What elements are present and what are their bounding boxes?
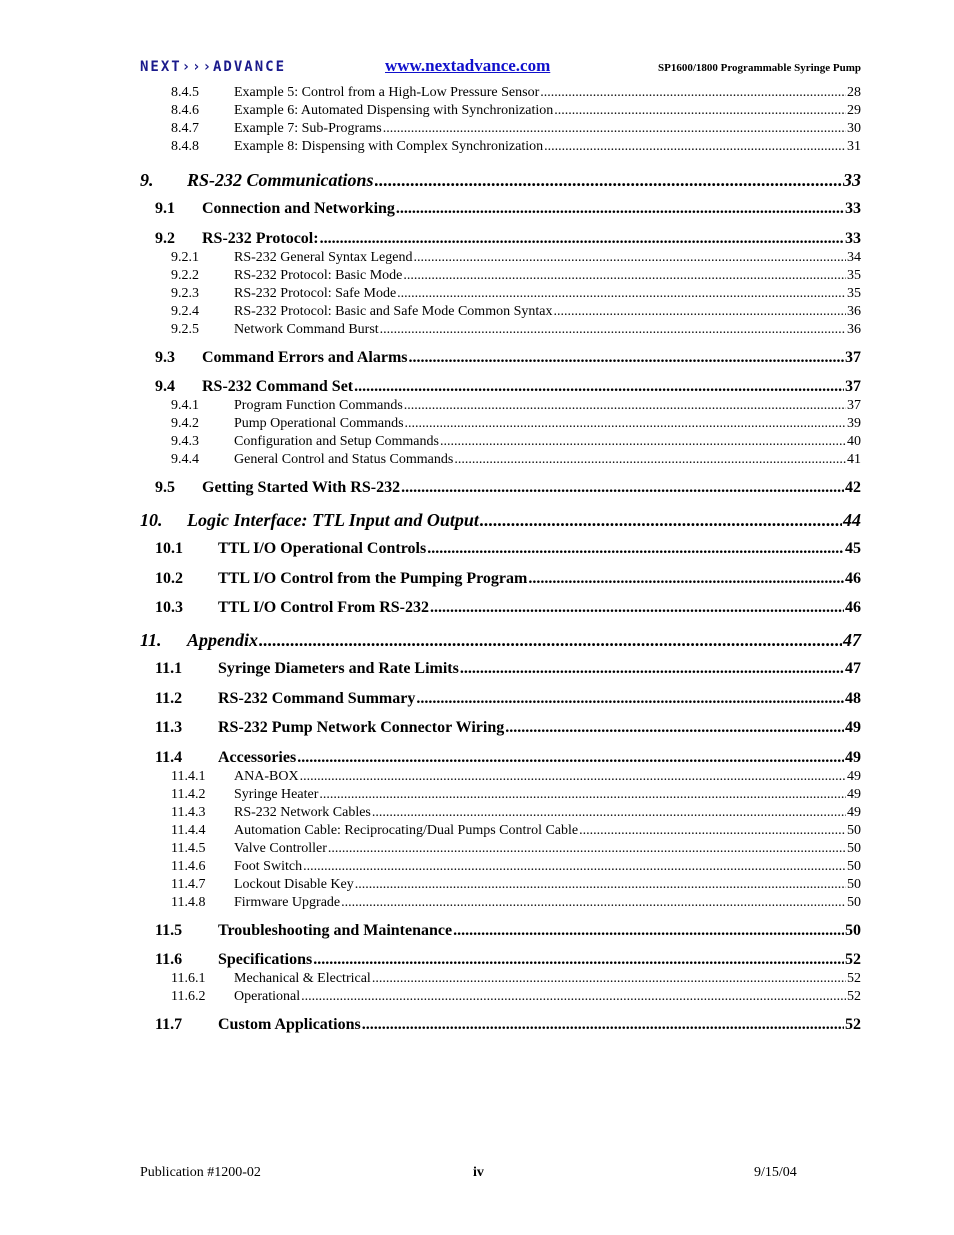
toc-entry[interactable] (155, 348, 861, 368)
toc-entry-title: RS-232 General Syntax Legend (234, 249, 413, 265)
company-logo: NEXT›››ADVANCE (140, 59, 287, 75)
toc-entry-title: Configuration and Setup Commands (234, 434, 439, 449)
toc-dot-leader (454, 451, 846, 469)
toc-entry-number: 10.2 (155, 569, 183, 587)
page-number: iv (473, 1165, 484, 1180)
toc-entry-number: 10.1 (155, 540, 183, 557)
toc-entry-page: 29 (847, 103, 861, 118)
toc-entry-title: Program Function Commands (234, 398, 403, 413)
toc-entry-title: Automation Cable: Reciprocating/Dual Pumps Control Cable (234, 822, 579, 838)
toc-entry-number: 9.2 (155, 229, 175, 247)
toc-dot-leader (259, 629, 842, 651)
toc-entry-number: 11.7 (155, 1016, 183, 1033)
toc-entry-number: 11.6.1 (171, 971, 206, 986)
toc-entry-number: 9.2.2 (171, 267, 199, 283)
toc-entry-number: 9.5 (155, 479, 175, 496)
toc-entry-title: Appendix (187, 630, 259, 650)
toc-dot-leader (362, 1015, 844, 1035)
toc-entry-page: 30 (847, 121, 861, 136)
toc-entry-page: 45 (845, 540, 861, 557)
toc-entry-number: 11.4.3 (171, 804, 206, 820)
toc-entry[interactable] (171, 970, 861, 988)
toc-entry[interactable] (171, 840, 861, 858)
toc-entry[interactable] (140, 169, 861, 191)
toc-entry-page: 33 (845, 229, 861, 247)
toc-entry-number: 10. (140, 510, 163, 530)
toc-entry-number: 11.4 (155, 748, 183, 766)
toc-dot-leader (554, 102, 846, 120)
toc-entry[interactable] (171, 451, 861, 469)
toc-entry-number: 11.3 (155, 719, 183, 736)
toc-entry-title: Custom Applications (218, 1016, 361, 1033)
toc-entry-page: 31 (847, 139, 861, 154)
toc-entry-title: Troubleshooting and Maintenance (218, 921, 453, 939)
toc-entry-page: 49 (847, 786, 861, 802)
toc-entry-page: 47 (845, 660, 861, 677)
toc-entry[interactable] (171, 397, 861, 415)
toc-dot-leader (328, 840, 846, 858)
toc-entry-number: 9.4.4 (171, 452, 199, 467)
toc-entry[interactable] (155, 569, 861, 589)
toc-entry-number: 10.3 (155, 599, 183, 616)
toc-entry-title: General Control and Status Commands (234, 452, 454, 467)
toc-entry-title: RS-232 Protocol: (202, 229, 319, 247)
toc-entry-page: 39 (847, 416, 861, 431)
publication-date: 9/15/04 (754, 1165, 797, 1180)
toc-dot-leader (540, 84, 846, 102)
toc-entry-title: Example 8: Dispensing with Complex Synchronization (234, 139, 544, 154)
toc-entry-number: 9.4 (155, 378, 175, 395)
toc-entry-number: 8.4.7 (171, 121, 199, 136)
toc-entry[interactable] (171, 768, 861, 786)
toc-entry-number: 9. (140, 170, 154, 190)
toc-entry[interactable] (171, 84, 861, 102)
toc-dot-leader (354, 377, 844, 397)
toc-entry-title: TTL I/O Operational Controls (218, 540, 427, 557)
toc-entry-page: 28 (847, 85, 861, 100)
toc-entry-page: 37 (847, 398, 861, 413)
toc-dot-leader (416, 689, 844, 709)
toc-entry-page: 50 (847, 858, 861, 874)
toc-entry-number: 9.1 (155, 200, 175, 217)
toc-entry-page: 33 (845, 200, 861, 217)
toc-entry[interactable] (171, 138, 861, 156)
toc-dot-leader (313, 950, 844, 970)
toc-entry-title: Logic Interface: TTL Input and Output (187, 510, 479, 530)
toc-entry-title: Syringe Heater (234, 786, 319, 802)
toc-entry-title: RS-232 Pump Network Connector Wiring (218, 719, 505, 736)
toc-entry[interactable] (171, 285, 861, 303)
toc-entry-page: 49 (845, 748, 861, 766)
toc-entry-title: RS-232 Communications (187, 170, 374, 190)
toc-dot-leader (427, 539, 844, 559)
toc-entry-number: 11.6 (155, 951, 183, 968)
toc-entry-number: 9.2.1 (171, 249, 199, 265)
toc-entry[interactable] (155, 659, 861, 679)
toc-entry-title: Network Command Burst (234, 321, 379, 337)
toc-entry-page: 52 (847, 971, 861, 986)
toc-dot-leader (396, 199, 844, 219)
toc-entry[interactable] (155, 199, 861, 219)
toc-entry-title: RS-232 Command Summary (218, 689, 416, 707)
toc-entry-title: RS-232 Command Set (202, 378, 354, 395)
toc-dot-leader (303, 858, 846, 876)
toc-entry-page: 35 (847, 267, 861, 283)
toc-dot-leader (553, 303, 846, 321)
toc-entry-page: 52 (847, 989, 861, 1004)
toc-entry-title: RS-232 Protocol: Basic Mode (234, 267, 403, 283)
toc-entry-page: 44 (843, 510, 861, 530)
toc-entry-page: 52 (845, 1016, 861, 1033)
website-link[interactable]: www.nextadvance.com (385, 56, 551, 75)
toc-entry-number: 11. (140, 630, 162, 650)
toc-entry[interactable] (155, 598, 861, 618)
toc-dot-leader (453, 921, 844, 941)
toc-entry[interactable] (171, 786, 861, 804)
toc-entry[interactable] (155, 718, 861, 738)
toc-entry[interactable] (140, 509, 861, 531)
toc-entry[interactable] (171, 267, 861, 285)
toc-entry-title: Example 5: Control from a High-Low Pressure Sensor (234, 85, 540, 100)
toc-entry-page: 50 (847, 822, 861, 838)
product-name: SP1600/1800 Programmable Syringe Pump (658, 62, 861, 74)
toc-entry[interactable] (171, 102, 861, 120)
toc-entry-page: 49 (847, 768, 861, 784)
toc-dot-leader (301, 988, 846, 1006)
toc-dot-leader (341, 894, 846, 912)
toc-dot-leader (375, 169, 842, 191)
toc-dot-leader (372, 804, 846, 822)
page-footer (140, 1165, 830, 1185)
toc-dot-leader (409, 348, 845, 368)
toc-entry-page: 50 (847, 876, 861, 892)
toc-entry[interactable] (171, 804, 861, 822)
toc-dot-leader (579, 822, 846, 840)
toc-dot-leader (372, 970, 846, 988)
toc-entry[interactable] (171, 894, 861, 912)
toc-entry[interactable] (171, 249, 861, 267)
toc-entry-title: Firmware Upgrade (234, 894, 341, 910)
toc-dot-leader (300, 768, 846, 786)
toc-entry-number: 11.4.1 (171, 768, 206, 784)
toc-entry-title: ANA-BOX (234, 768, 299, 784)
toc-dot-leader (319, 786, 846, 804)
toc-entry-page: 46 (845, 599, 861, 616)
toc-entry[interactable] (171, 303, 861, 321)
toc-entry[interactable] (155, 539, 861, 559)
toc-entry-number: 11.4.7 (171, 876, 206, 892)
toc-entry-page: 40 (847, 434, 861, 449)
toc-dot-leader (544, 138, 846, 156)
toc-entry-number: 11.2 (155, 689, 183, 707)
toc-entry-number: 9.4.2 (171, 416, 199, 431)
toc-entry-title: RS-232 Network Cables (234, 804, 371, 820)
toc-entry-number: 11.4.8 (171, 894, 206, 910)
toc-entry-page: 49 (847, 804, 861, 820)
toc-dot-leader (403, 267, 846, 285)
toc-entry-page: 46 (845, 569, 861, 587)
toc-entry-page: 42 (845, 479, 861, 496)
toc-dot-leader (440, 433, 846, 451)
toc-entry-title: Connection and Networking (202, 200, 395, 217)
toc-entry-number: 8.4.6 (171, 103, 199, 118)
toc-dot-leader (401, 478, 844, 498)
toc-dot-leader (404, 397, 846, 415)
toc-entry-title: Command Errors and Alarms (202, 348, 408, 366)
toc-entry-title: Accessories (218, 748, 297, 766)
toc-entry-number: 9.4.1 (171, 398, 199, 413)
toc-entry[interactable] (140, 629, 861, 651)
toc-entry-number: 9.2.3 (171, 285, 199, 301)
toc-entry-page: 36 (847, 303, 861, 319)
toc-entry-page: 50 (847, 894, 861, 910)
toc-entry[interactable] (155, 689, 861, 709)
toc-entry[interactable] (155, 748, 861, 768)
toc-dot-leader (460, 659, 844, 679)
toc-entry-page: 41 (847, 452, 861, 467)
toc-entry-number: 11.4.4 (171, 822, 206, 838)
toc-entry-title: Syringe Diameters and Rate Limits (218, 660, 459, 677)
toc-entry[interactable] (171, 822, 861, 840)
toc-entry-number: 9.2.4 (171, 303, 199, 319)
toc-entry-page: 37 (845, 378, 861, 395)
toc-entry-number: 11.4.5 (171, 840, 206, 856)
toc-entry-number: 11.6.2 (171, 989, 206, 1004)
toc-entry[interactable] (171, 415, 861, 433)
toc-entry-page: 36 (847, 321, 861, 337)
toc-entry[interactable] (171, 988, 861, 1006)
toc-entry[interactable] (171, 120, 861, 138)
toc-dot-leader (383, 120, 846, 138)
toc-entry-title: Lockout Disable Key (234, 876, 354, 892)
toc-entry-number: 11.5 (155, 921, 183, 939)
toc-entry-number: 8.4.5 (171, 85, 199, 100)
toc-entry-page: 50 (845, 921, 861, 939)
toc-entry-title: Operational (234, 989, 301, 1004)
toc-entry-page: 52 (845, 951, 861, 968)
toc-entry-page: 33 (843, 170, 861, 190)
toc-entry[interactable] (155, 478, 861, 498)
toc-entry-title: Specifications (218, 951, 313, 968)
toc-entry-title: Pump Operational Commands (234, 416, 404, 431)
toc-entry-page: 37 (845, 348, 861, 366)
toc-entry-title: Mechanical & Electrical (234, 971, 371, 986)
toc-entry-page: 48 (845, 689, 861, 707)
toc-entry[interactable] (155, 921, 861, 941)
toc-dot-leader (430, 598, 844, 618)
toc-entry-title: RS-232 Protocol: Safe Mode (234, 285, 397, 301)
toc-entry-number: 9.3 (155, 348, 175, 366)
toc-entry-page: 34 (847, 249, 861, 265)
toc-dot-leader (528, 569, 844, 589)
page-header (140, 56, 861, 80)
toc-entry-page: 35 (847, 285, 861, 301)
toc-entry[interactable] (171, 321, 861, 339)
toc-entry-number: 8.4.8 (171, 139, 199, 154)
toc-dot-leader (505, 718, 844, 738)
toc-entry-title: Example 7: Sub-Programs (234, 121, 382, 136)
toc-entry-number: 9.4.3 (171, 434, 199, 449)
toc-entry-title: RS-232 Protocol: Basic and Safe Mode Common Syntax (234, 303, 553, 319)
toc-entry-title: Valve Controller (234, 840, 327, 856)
toc-entry-title: TTL I/O Control from the Pumping Program (218, 569, 528, 587)
toc-entry[interactable] (155, 377, 861, 397)
toc-dot-leader (355, 876, 846, 894)
toc-entry-number: 9.2.5 (171, 321, 199, 337)
toc-entry-title: TTL I/O Control From RS-232 (218, 599, 429, 616)
toc-dot-leader (405, 415, 846, 433)
toc-entry[interactable] (171, 858, 861, 876)
toc-dot-leader (480, 509, 842, 531)
toc-entry-page: 47 (843, 630, 861, 650)
toc-entry-page: 50 (847, 840, 861, 856)
toc-entry-title: Foot Switch (234, 858, 303, 874)
toc-entry[interactable] (171, 433, 861, 451)
toc-entry-number: 11.4.6 (171, 858, 206, 874)
toc-entry[interactable] (155, 950, 861, 970)
toc-entry-number: 11.4.2 (171, 786, 206, 802)
toc-dot-leader (320, 229, 844, 249)
toc-entry-number: 11.1 (155, 660, 183, 677)
toc-dot-leader (397, 285, 846, 303)
toc-dot-leader (297, 748, 844, 768)
toc-entry[interactable] (155, 229, 861, 249)
toc-entry-title: Example 6: Automated Dispensing with Synchronization (234, 103, 554, 118)
toc-entry[interactable] (171, 876, 861, 894)
toc-dot-leader (380, 321, 846, 339)
toc-entry-page: 49 (845, 719, 861, 736)
publication-number: Publication #1200-02 (140, 1165, 261, 1180)
toc-entry[interactable] (155, 1015, 861, 1035)
toc-dot-leader (413, 249, 846, 267)
toc-entry-title: Getting Started With RS-232 (202, 479, 401, 496)
